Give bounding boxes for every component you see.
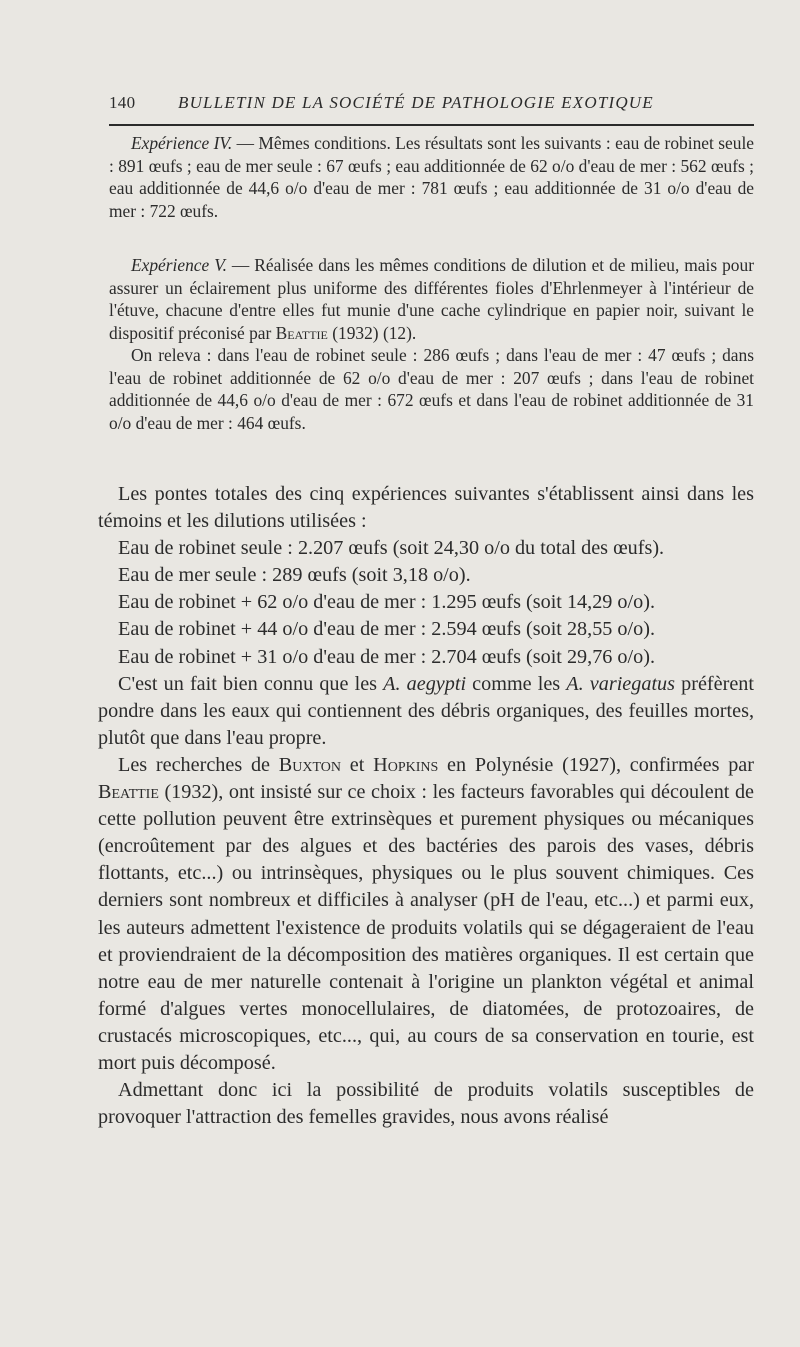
running-title: BULLETIN DE LA SOCIÉTÉ DE PATHOLOGIE EXOTIQUE	[178, 93, 654, 112]
paragraph-preference: C'est un fait bien connu que les A. aegypti comme les A. variegatus préfèrent pondre dans les eaux qui contiennent des débris organiques, des feuilles mortes, plutôt que dans l'eau propre.	[98, 672, 754, 749]
totals-intro: Les pontes totales des cinq expériences suivantes s'établissent ainsi dans les témoins et les dilutions utilisées :	[98, 483, 754, 533]
main-text	[98, 481, 754, 1131]
experiment-5-results: On releva : dans l'eau de robinet seule : 286 œufs ; dans l'eau de mer : 47 œufs ; dans l'eau de robinet additionnée de 62 o/o d'eau de mer : 207 œufs ; dans l'eau de robinet additionnée de 44,6 o/o d'eau de mer : 672 œufs et dans l'eau de robinet additionnée de 31 o/o d'eau de mer : 464 œufs.	[109, 345, 754, 433]
experiment-5-block	[109, 254, 754, 434]
author-name: Beattie	[98, 781, 159, 804]
experiment-5-label: Expérience V.	[131, 255, 227, 275]
experiment-4-paragraph	[109, 132, 754, 222]
page-number: 140	[109, 93, 136, 112]
author-name: Beattie	[275, 322, 328, 343]
experiment-5-paragraph: Expérience V. — Réalisée dans les mêmes conditions de dilution et de milieu, mais pour assurer un éclairement plus uniforme des différentes fioles d'Ehrlenmeyer à l'intérieur de l'étuve, chacune d'entre elles fut munie d'une cache cylindrique en papier noir, suivant le dispositif préconisé par Beattie (1932) (12).	[109, 255, 754, 343]
header-rule	[109, 124, 754, 126]
author-name: Buxton	[278, 753, 342, 776]
experiment-4-label: Expérience IV.	[131, 133, 233, 153]
paragraph-research: Les recherches de Buxton et Hopkins en Polynésie (1927), confirmées par Beattie (1932), ont insisté sur ce choix : les facteurs favorables qui découlent de cette pollution peuvent être extrinsèques et purement physiques ou mécaniques (encroûtement par des algues et des bactéries des parois des vases, débris flottants, etc...) ou intrinsèques, physiques ou le plus souvent chimiques. Ces derniers sont nombreux et difficiles à analyser (pH de l'eau, etc...) et parmi eux, les auteurs admettent l'existence de produits volatils qui se dégageraient de l'eau et proviendraient de la décomposition des matières organiques. Il est certain que notre eau de mer naturelle contenait à l'origine un plankton végétal et animal formé d'algues vertes monocellulaires, de diatomées, de protozoaires, de crustacés microscopiques, etc..., qui, au cours de sa conservation en tourie, est mort puis décomposé.	[98, 753, 754, 1074]
page-header	[109, 93, 754, 115]
totals-item: Eau de robinet seule : 2.207 œufs (soit 24,30 o/o du total des œufs).	[118, 537, 665, 560]
totals-item: Eau de robinet + 44 o/o d'eau de mer : 2.594 œufs (soit 28,55 o/o).	[118, 618, 655, 641]
paragraph-final: Admettant donc ici la possibilité de produits volatils susceptibles de provoquer l'attraction des femelles gravides, nous avons réalisé	[98, 1079, 754, 1129]
totals-item: Eau de robinet + 31 o/o d'eau de mer : 2.704 œufs (soit 29,76 o/o).	[118, 645, 655, 668]
totals-item: Eau de mer seule : 289 œufs (soit 3,18 o/o).	[118, 564, 471, 587]
species-name: A. aegypti	[383, 672, 467, 695]
author-name: Hopkins	[373, 753, 439, 776]
experiment-4-text: — Mêmes conditions. Les résultats sont les suivants : eau de robinet seule : 891 œufs ; eau de mer seule : 67 œufs ; eau additionnée de 62 o/o d'eau de mer : 562 œufs ; eau additionnée de 44,6 o/o d'eau de mer : 781 œufs ; eau additionnée de 31 o/o d'eau de mer : 722 œufs.	[109, 133, 754, 221]
species-name: A. variegatus	[566, 672, 676, 695]
totals-item: Eau de robinet + 62 o/o d'eau de mer : 1.295 œufs (soit 14,29 o/o).	[118, 591, 655, 614]
